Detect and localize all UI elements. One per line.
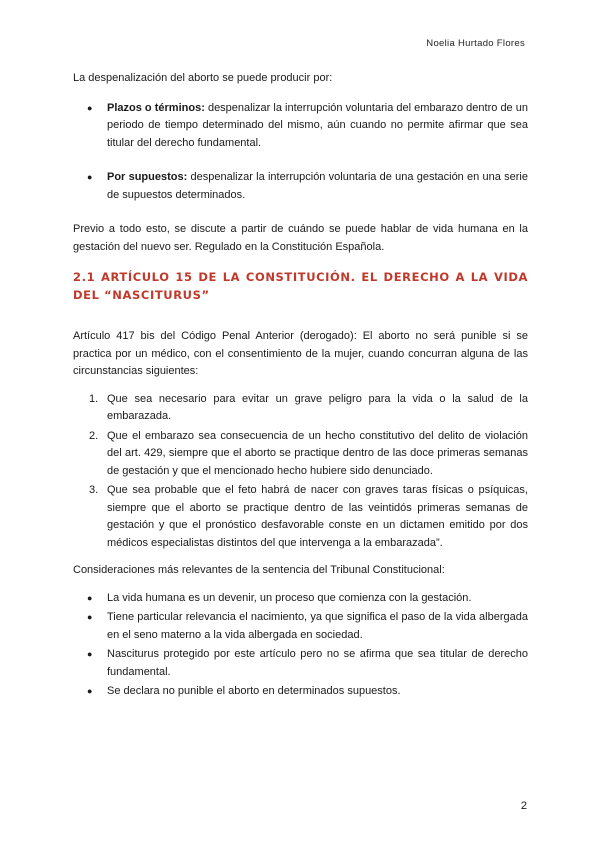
despenalization-list bbox=[73, 100, 528, 205]
page-content bbox=[73, 70, 528, 703]
bullet-icon: ● bbox=[87, 686, 93, 696]
list-item bbox=[73, 590, 528, 608]
item-text: Nasciturus protegido por este artículo pero no se afirma que sea titular de derecho fundamental. bbox=[107, 648, 528, 678]
section-heading: 2.1 ARTÍCULO 15 DE LA CONSTITUCIÓN. EL DERECHO A LA VIDA DEL “NASCITURUS” bbox=[73, 270, 528, 302]
bullet-term: Por supuestos: bbox=[107, 171, 188, 183]
item-text: Se declara no punible el aborto en determinados supuestos. bbox=[107, 685, 401, 697]
list-item bbox=[73, 482, 528, 552]
list-item bbox=[73, 428, 528, 481]
page-header-author: Noelia Hurtado Flores bbox=[426, 38, 525, 49]
bullet-icon: ● bbox=[87, 612, 93, 622]
list-item bbox=[73, 100, 528, 153]
intro-paragraph: La despenalización del aborto se puede producir por: bbox=[73, 72, 333, 84]
bullet-icon: ● bbox=[87, 172, 93, 182]
list-item bbox=[73, 683, 528, 701]
bullet-text: despenalizar la interrupción voluntaria de una gestación en una serie de supuestos determinados. bbox=[107, 171, 528, 201]
article-paragraph: Artículo 417 bis del Código Penal Anterior (derogado): El aborto no será punible si se practica por un médico, con el consentimiento de la mujer, cuando concurran alguna de las circunstancias siguientes: bbox=[73, 330, 528, 377]
list-item bbox=[73, 391, 528, 426]
list-item bbox=[73, 169, 528, 204]
bullet-term: Plazos o términos: bbox=[107, 101, 205, 114]
previo-paragraph: Previo a todo esto, se discute a partir de cuándo se puede hablar de vida humana en la gestación del nuevo ser. Regulado en la Constitución Española. bbox=[73, 223, 528, 253]
page-number: 2 bbox=[520, 800, 527, 812]
item-text: Que sea probable que el feto habrá de nacer con graves taras físicas o psíquicas, siempre que el aborto se practique dentro de las veintidós primeras semanas de gestación y que el pronóstico desfavorable conste en un dictamen emitido por dos médicos especialistas distintos del que intervenga a la embarazada”. bbox=[107, 484, 528, 549]
item-text: Que el embarazo sea consecuencia de un hecho constitutivo del delito de violación del art. 429, siempre que el aborto se practique dentro de las doce primeras semanas de gestación y que el mencionado hecho hubiere sido denunciado. bbox=[107, 429, 528, 477]
item-text: La vida humana es un devenir, un proceso que comienza con la gestación. bbox=[107, 591, 472, 604]
bullet-icon: ● bbox=[87, 102, 93, 113]
considerations-list bbox=[73, 590, 528, 701]
item-text: Que sea necesario para evitar un grave peligro para la vida o la salud de la embarazada. bbox=[107, 392, 528, 422]
considerations-paragraph: Consideraciones más relevantes de la sentencia del Tribunal Constitucional: bbox=[73, 564, 445, 576]
conditions-list bbox=[73, 391, 528, 553]
item-number: 1. bbox=[89, 392, 99, 405]
item-number: 2. bbox=[89, 429, 99, 442]
bullet-icon: ● bbox=[87, 592, 93, 603]
item-text: Tiene particular relevancia el nacimiento, ya que significa el paso de la vida albergada en el seno materno a la vida albergada en sociedad. bbox=[107, 611, 528, 641]
list-item bbox=[73, 609, 528, 644]
item-number: 3. bbox=[89, 484, 99, 496]
bullet-icon: ● bbox=[87, 649, 93, 659]
list-item bbox=[73, 646, 528, 681]
bullet-text: despenalizar la interrupción voluntaria del embarazo dentro de un periodo de tiempo determinado del mismo, aún cuando no permite afirmar que sea titular del derecho fundamental. bbox=[107, 101, 528, 149]
